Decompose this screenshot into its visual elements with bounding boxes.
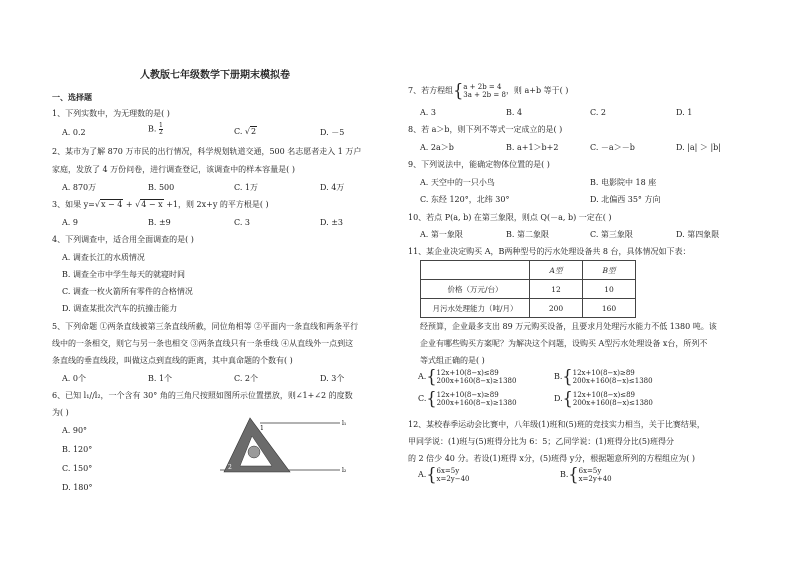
q4-option-b: B. 调查全市中学生每天的就寝时间 (62, 270, 185, 279)
q7-option-c: C. 2 (590, 108, 607, 117)
table-header-row (421, 261, 636, 280)
q12-line2: 甲同学说：(1)班与(5)班得分比为 6：5；乙同学说：(1)班得分比(5)班得分 (408, 437, 675, 446)
q5-option-a: A. 0个 (62, 374, 86, 383)
q6-line1: 6、已知 l₁//l₂，一个含有 30° 角的三角尺按照如图所示位置摆放，则∠1+∠2 的度数 (52, 391, 353, 400)
q4-option-d: D. 调查某批次汽车的抗撞击能力 (62, 304, 178, 313)
q10-option-d: D. 第四象限 (676, 230, 720, 239)
table-header-cell: A型 (530, 261, 583, 280)
q3-stem: 3、如果 y=√x − 4 + √4 − x +1，则 2x+y 的平方根是( ) (52, 200, 269, 209)
q3-option-d: D. ±3 (320, 218, 344, 227)
q11-line1: 11、某企业决定购买 A，B两种型号的污水处理设备共 8 台，具体情况如下表： (408, 247, 691, 256)
section-heading: 一、选择题 (52, 93, 92, 102)
q6-option-a: A. 90° (62, 426, 88, 435)
q4-option-c: C. 调查一枚火箭所有零件的合格情况 (62, 287, 193, 296)
q5-line2: 线中的一条相交，则它与另一条也相交 ③两条直线只有一条垂线 ④从直线外一点到这 (52, 339, 354, 348)
table-row (421, 280, 636, 299)
table-cell: 价格（万元/台） (421, 280, 530, 299)
q12-line3: 的 2 倍少 40 分。若设(1)班得 x分，(5)班得 y分，根据题意所列的方程组应为( ) (408, 454, 696, 463)
q3-option-c: C. 3 (234, 218, 251, 227)
angle-2-label: 2 (228, 464, 232, 471)
q12-line1: 12、某校春季运动会比赛中，八年级(1)班和(5)班的竞技实力相当，关于比赛结果， (408, 420, 705, 429)
q6-option-c: C. 150° (62, 464, 93, 473)
q2-line2: 家庭，发放了 4 万份问卷，进行调查登记，该调查中的样本容量是( ) (52, 165, 295, 174)
page-title: 人教版七年级数学下册期末模拟卷 (140, 70, 290, 81)
q11-table (420, 260, 636, 318)
q5-line1: 5、下列命题 ①两条直线被第三条直线所截，同位角相等 ②平面内一条直线和两条平行 (52, 322, 359, 331)
table-cell: 月污水处理能力（吨/月） (421, 299, 530, 318)
q11-line4: 等式组正确的是( ) (420, 356, 485, 365)
q3-option-a: A. 9 (62, 218, 78, 227)
q4-option-a: A. 调查长江的水质情况 (62, 253, 145, 262)
q2-line1: 2、某市为了解 870 万市民的出行情况，科学规划轨道交通，500 名志愿者走入 1 万户 (52, 147, 362, 156)
table-cell: 160 (583, 299, 636, 318)
q1-stem: 1、下列实数中，为无理数的是( ) (52, 109, 170, 118)
q5-option-b: B. 1个 (148, 374, 173, 383)
table-cell: 200 (530, 299, 583, 318)
label-l2: l₂ (342, 467, 347, 474)
q9-stem: 9、下列说法中，能确定物体位置的是( ) (408, 160, 550, 169)
q5-option-c: C. 2个 (234, 374, 259, 383)
q5-option-d: D. 3个 (320, 374, 345, 383)
q11-option-d: D.{ 12x+10(8−x)≤89 200x+160(8−x)≤1380 (554, 388, 653, 409)
q8-option-b: B. a+1＞b+2 (506, 143, 559, 152)
q8-option-a: A. 2a＞b (420, 143, 454, 152)
q12-option-b: B.{ 6x=5y x=2y+40 (560, 464, 612, 485)
q2-option-c: C. 1万 (234, 183, 259, 192)
q9-option-c: C. 东经 120°，北纬 30° (420, 195, 510, 204)
q4-stem: 4、下列调查中，适合用全面调查的是( ) (52, 235, 194, 244)
q7-stem: 7、若方程组{ a + 2b = 4 3a + 2b = 8 ，则 a+b 等于( ) (408, 80, 569, 101)
q10-stem: 10、若点 P(a, b) 在第三象限，则点 Q(－a, b) 一定在( ) (408, 213, 612, 222)
q7-option-a: A. 3 (420, 108, 436, 117)
q11-option-a: A.{ 12x+10(8−x)≤89 200x+160(8−x)≥1380 (418, 366, 517, 387)
q6-line2: 为( ) (52, 408, 69, 417)
q9-option-d: D. 北偏西 35° 方向 (590, 195, 661, 204)
q7-option-d: D. 1 (676, 108, 693, 117)
q1-option-d: D. －5 (320, 128, 345, 137)
label-l1: l₁ (342, 420, 347, 427)
q1-option-a: A. 0.2 (62, 128, 86, 137)
q12-option-a: A.{ 6x=5y x=2y−40 (418, 464, 470, 485)
q8-stem: 8、若 a＞b，则下列不等式一定成立的是( ) (408, 125, 563, 134)
q11-line3: 企业有哪些购买方案呢？为解决这个问题，设购买 A型污水处理设备 x台，所列不 (420, 339, 708, 348)
q2-option-d: D. 4万 (320, 183, 345, 192)
table-header-cell (421, 261, 530, 280)
table-row (421, 299, 636, 318)
table-cell: 12 (530, 280, 583, 299)
q2-option-b: B. 500 (148, 183, 175, 192)
q8-option-c: C. －a＞－b (590, 143, 635, 152)
fraction: $\frac{1}{2}$ (158, 122, 163, 136)
q8-option-d: D. |a| ＞ |b| (676, 143, 721, 152)
q11-option-c: C.{ 12x+10(8−x)≥89 200x+160(8−x)≥1380 (418, 388, 517, 409)
q9-option-a: A. 天空中的一只小鸟 (420, 178, 495, 187)
q10-option-a: A. 第一象限 (420, 230, 463, 239)
triangle-figure (212, 416, 352, 478)
q11-option-b: B.{ 12x+10(8−x)≥89 200x+160(8−x)≤1380 (554, 366, 653, 387)
q2-option-a: A. 870万 (62, 183, 97, 192)
q9-option-b: B. 电影院中 18 座 (590, 178, 657, 187)
q1-option-b: B. $\frac{1}{2}$ (148, 122, 163, 136)
q6-option-b: B. 120° (62, 445, 93, 454)
q5-line3: 条直线的垂直线段，叫做这点到直线的距离，其中真命题的个数有( ) (52, 356, 293, 365)
table-header-cell: B型 (583, 261, 636, 280)
q11-line2: 经预算，企业最多支出 89 万元购买设备，且要求月处理污水能力不低 1380 吨。该 (420, 322, 717, 331)
angle-1-label: 1 (260, 425, 264, 432)
q6-option-d: D. 180° (62, 483, 93, 492)
q10-option-b: B. 第二象限 (506, 230, 549, 239)
q7-option-b: B. 4 (506, 108, 523, 117)
q3-option-b: B. ±9 (148, 218, 171, 227)
table-cell: 10 (583, 280, 636, 299)
q10-option-c: C. 第三象限 (590, 230, 633, 239)
q1-option-c: C. √2 (234, 127, 257, 136)
